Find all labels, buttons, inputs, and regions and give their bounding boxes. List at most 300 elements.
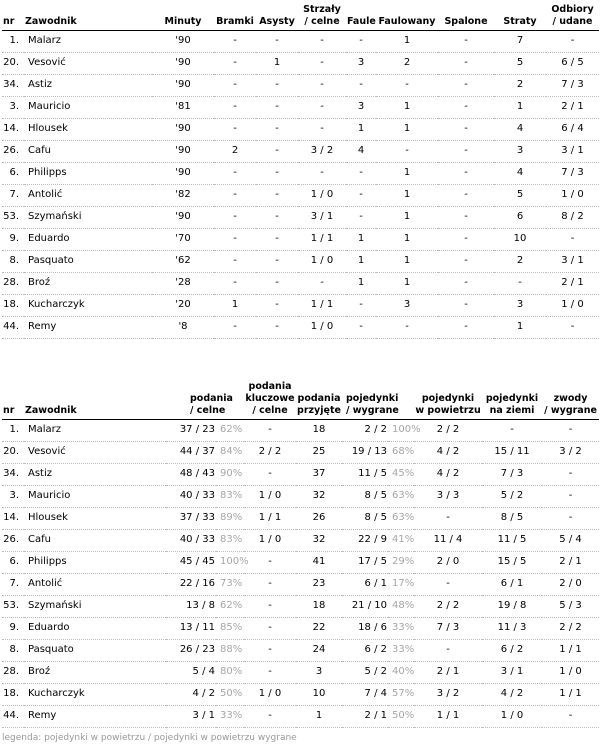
- cell-fouled: 1: [376, 118, 438, 140]
- table-row: [2, 617, 599, 639]
- cell-name: Broź: [24, 272, 152, 294]
- cell-duels-percent: 45%: [388, 463, 414, 485]
- cell-nr: 14.: [2, 118, 24, 140]
- cell-assists: -: [256, 294, 298, 316]
- cell-name: Antolić: [24, 184, 152, 206]
- table-row: [2, 705, 599, 727]
- cell-recoveries: 2 / 1: [546, 272, 599, 294]
- cell-fouls: -: [346, 294, 376, 316]
- cell-key-passes: 1 / 0: [244, 485, 296, 507]
- cell-key-passes: -: [244, 705, 296, 727]
- table-row: [2, 661, 599, 683]
- cell-ground-duels: 5 / 2: [482, 485, 542, 507]
- cell-passes-received: 3: [296, 661, 342, 683]
- table-row: [2, 272, 599, 294]
- cell-offsides: -: [438, 228, 494, 250]
- table-row: [2, 74, 599, 96]
- cell-nr: 6.: [2, 551, 24, 573]
- cell-duels-percent: 29%: [388, 551, 414, 573]
- cell-nr: 53.: [2, 206, 24, 228]
- cell-tackles: 2 / 1: [542, 551, 599, 573]
- cell-recoveries: 3 / 1: [546, 140, 599, 162]
- cell-nr: 3.: [2, 485, 24, 507]
- cell-passes-received: 1: [296, 705, 342, 727]
- cell-tackles: -: [542, 705, 599, 727]
- cell-passes-received: 37: [296, 463, 342, 485]
- cell-passes-received: 10: [296, 683, 342, 705]
- cell-name: Vesović: [24, 52, 152, 74]
- table-row: [2, 250, 599, 272]
- header-key-passes: podania kluczowe / celne: [244, 374, 296, 419]
- cell-aerial-duels: 2 / 2: [414, 595, 482, 617]
- cell-passes-received: 18: [296, 595, 342, 617]
- cell-duels-percent: 50%: [388, 705, 414, 727]
- cell-fouled: 1: [376, 228, 438, 250]
- cell-duels: 2 / 2: [342, 419, 388, 441]
- header-recoveries: Odbiory / udane: [546, 0, 599, 30]
- cell-name: Szymański: [24, 206, 152, 228]
- cell-passes: 48 / 43: [166, 463, 216, 485]
- cell-goals: 2: [214, 140, 256, 162]
- header-passes: podania / celne: [166, 374, 244, 419]
- cell-duels: 19 / 13: [342, 441, 388, 463]
- cell-minutes: '90: [152, 162, 214, 184]
- cell-fouled: 2: [376, 52, 438, 74]
- cell-goals: -: [214, 228, 256, 250]
- cell-offsides: -: [438, 184, 494, 206]
- cell-aerial-duels: -: [414, 639, 482, 661]
- cell-losses: 10: [494, 228, 546, 250]
- cell-offsides: -: [438, 250, 494, 272]
- cell-duels: 11 / 5: [342, 463, 388, 485]
- cell-name: Cafu: [24, 529, 166, 551]
- cell-shots: 1 / 0: [298, 316, 346, 338]
- table-row: [2, 184, 599, 206]
- cell-duels-percent: 63%: [388, 485, 414, 507]
- cell-goals: -: [214, 96, 256, 118]
- cell-shots: -: [298, 74, 346, 96]
- header-offsides: Spalone: [438, 0, 494, 30]
- cell-losses: 2: [494, 74, 546, 96]
- cell-nr: 18.: [2, 294, 24, 316]
- table-row: [2, 419, 599, 441]
- cell-losses: 7: [494, 30, 546, 52]
- cell-aerial-duels: 11 / 4: [414, 529, 482, 551]
- cell-passes-percent: 62%: [216, 595, 244, 617]
- cell-recoveries: -: [546, 228, 599, 250]
- cell-passes: 37 / 33: [166, 507, 216, 529]
- cell-recoveries: 2 / 1: [546, 96, 599, 118]
- cell-fouled: 1: [376, 184, 438, 206]
- cell-tackles: 5 / 3: [542, 595, 599, 617]
- cell-minutes: '90: [152, 74, 214, 96]
- header-nr: nr: [2, 374, 24, 419]
- cell-tackles: -: [542, 507, 599, 529]
- cell-fouled: 1: [376, 206, 438, 228]
- cell-minutes: '90: [152, 118, 214, 140]
- cell-passes-percent: 100%: [216, 551, 244, 573]
- cell-passes: 22 / 16: [166, 573, 216, 595]
- cell-fouled: 1: [376, 162, 438, 184]
- cell-minutes: '62: [152, 250, 214, 272]
- cell-goals: -: [214, 74, 256, 96]
- table-row: [2, 294, 599, 316]
- cell-fouls: 1: [346, 272, 376, 294]
- header-name: Zawodnik: [24, 0, 152, 30]
- cell-fouls: 3: [346, 52, 376, 74]
- cell-passes-received: 22: [296, 617, 342, 639]
- cell-offsides: -: [438, 162, 494, 184]
- cell-minutes: '8: [152, 316, 214, 338]
- legend-text: legenda: pojedynki w powietrzu / pojedynki w powietrzu wygrane: [2, 733, 297, 743]
- cell-minutes: '81: [152, 96, 214, 118]
- cell-assists: -: [256, 162, 298, 184]
- cell-offsides: -: [438, 316, 494, 338]
- cell-name: Astiz: [24, 74, 152, 96]
- cell-assists: -: [256, 118, 298, 140]
- cell-fouls: 1: [346, 250, 376, 272]
- cell-shots: 1 / 1: [298, 294, 346, 316]
- table-header-row: [2, 0, 599, 30]
- table-row: [2, 441, 599, 463]
- cell-nr: 44.: [2, 316, 24, 338]
- cell-losses: -: [494, 272, 546, 294]
- cell-passes-received: 32: [296, 485, 342, 507]
- cell-offsides: -: [438, 118, 494, 140]
- header-name: Zawodnik: [24, 374, 166, 419]
- cell-duels-percent: 17%: [388, 573, 414, 595]
- cell-assists: -: [256, 228, 298, 250]
- table-row: [2, 140, 599, 162]
- header-minutes: Minuty: [152, 0, 214, 30]
- cell-tackles: -: [542, 485, 599, 507]
- cell-nr: 20.: [2, 52, 24, 74]
- cell-name: Malarz: [24, 30, 152, 52]
- cell-name: Antolić: [24, 573, 166, 595]
- cell-shots: 3 / 1: [298, 206, 346, 228]
- cell-offsides: -: [438, 74, 494, 96]
- cell-assists: -: [256, 316, 298, 338]
- cell-fouls: -: [346, 74, 376, 96]
- cell-passes: 5 / 4: [166, 661, 216, 683]
- cell-aerial-duels: -: [414, 507, 482, 529]
- cell-offsides: -: [438, 96, 494, 118]
- cell-passes: 40 / 33: [166, 529, 216, 551]
- cell-duels: 22 / 9: [342, 529, 388, 551]
- cell-fouls: -: [346, 206, 376, 228]
- cell-losses: 3: [494, 140, 546, 162]
- cell-passes-received: 32: [296, 529, 342, 551]
- cell-name: Malarz: [24, 419, 166, 441]
- cell-assists: -: [256, 96, 298, 118]
- cell-ground-duels: 6 / 2: [482, 639, 542, 661]
- cell-passes-percent: 62%: [216, 419, 244, 441]
- cell-goals: -: [214, 272, 256, 294]
- cell-offsides: -: [438, 140, 494, 162]
- cell-nr: 14.: [2, 507, 24, 529]
- cell-goals: -: [214, 206, 256, 228]
- cell-shots: -: [298, 272, 346, 294]
- table-row: [2, 463, 599, 485]
- cell-nr: 9.: [2, 228, 24, 250]
- cell-offsides: -: [438, 206, 494, 228]
- cell-nr: 1.: [2, 30, 24, 52]
- cell-goals: -: [214, 250, 256, 272]
- cell-minutes: '82: [152, 184, 214, 206]
- cell-name: Kucharczyk: [24, 683, 166, 705]
- cell-aerial-duels: 2 / 0: [414, 551, 482, 573]
- cell-name: Philipps: [24, 551, 166, 573]
- cell-minutes: '90: [152, 52, 214, 74]
- cell-losses: 1: [494, 96, 546, 118]
- cell-key-passes: -: [244, 463, 296, 485]
- header-tackles: zwody / wygrane: [542, 374, 599, 419]
- cell-nr: 6.: [2, 162, 24, 184]
- cell-passes-received: 26: [296, 507, 342, 529]
- table-row: [2, 639, 599, 661]
- header-aerial-duels: pojedynki w powietrzu: [414, 374, 482, 419]
- cell-minutes: '28: [152, 272, 214, 294]
- cell-name: Szymański: [24, 595, 166, 617]
- header-duels: pojedynki / wygrane: [342, 374, 414, 419]
- cell-passes-percent: 83%: [216, 529, 244, 551]
- cell-minutes: '90: [152, 140, 214, 162]
- cell-offsides: -: [438, 294, 494, 316]
- cell-name: Hlousek: [24, 118, 152, 140]
- cell-ground-duels: 1 / 0: [482, 705, 542, 727]
- cell-nr: 7.: [2, 184, 24, 206]
- cell-fouled: 1: [376, 250, 438, 272]
- cell-duels: 7 / 4: [342, 683, 388, 705]
- cell-aerial-duels: 4 / 2: [414, 441, 482, 463]
- cell-name: Eduardo: [24, 617, 166, 639]
- cell-minutes: '70: [152, 228, 214, 250]
- cell-ground-duels: 4 / 2: [482, 683, 542, 705]
- cell-shots: 3 / 2: [298, 140, 346, 162]
- cell-losses: 3: [494, 294, 546, 316]
- cell-losses: 5: [494, 52, 546, 74]
- cell-passes-received: 25: [296, 441, 342, 463]
- table-row: [2, 162, 599, 184]
- cell-duels: 5 / 2: [342, 661, 388, 683]
- cell-nr: 8.: [2, 639, 24, 661]
- cell-ground-duels: 15 / 11: [482, 441, 542, 463]
- cell-passes-percent: 50%: [216, 683, 244, 705]
- cell-name: Mauricio: [24, 485, 166, 507]
- cell-goals: -: [214, 184, 256, 206]
- cell-nr: 20.: [2, 441, 24, 463]
- cell-duels-percent: 63%: [388, 507, 414, 529]
- cell-nr: 18.: [2, 683, 24, 705]
- cell-shots: -: [298, 118, 346, 140]
- header-losses: Straty: [494, 0, 546, 30]
- cell-ground-duels: -: [482, 419, 542, 441]
- cell-passes: 37 / 23: [166, 419, 216, 441]
- cell-duels: 2 / 1: [342, 705, 388, 727]
- cell-losses: 1: [494, 316, 546, 338]
- cell-passes-received: 41: [296, 551, 342, 573]
- cell-fouled: -: [376, 74, 438, 96]
- cell-passes-percent: 89%: [216, 507, 244, 529]
- header-goals: Bramki: [214, 0, 256, 30]
- cell-nr: 34.: [2, 463, 24, 485]
- cell-key-passes: 1 / 0: [244, 529, 296, 551]
- cell-fouls: 1: [346, 118, 376, 140]
- cell-duels: 6 / 2: [342, 639, 388, 661]
- cell-name: Pasquato: [24, 250, 152, 272]
- cell-assists: -: [256, 30, 298, 52]
- cell-recoveries: -: [546, 316, 599, 338]
- cell-offsides: -: [438, 30, 494, 52]
- cell-nr: 44.: [2, 705, 24, 727]
- cell-offsides: -: [438, 272, 494, 294]
- cell-ground-duels: 11 / 3: [482, 617, 542, 639]
- cell-name: Eduardo: [24, 228, 152, 250]
- cell-recoveries: 1 / 0: [546, 294, 599, 316]
- cell-nr: 28.: [2, 272, 24, 294]
- cell-tackles: -: [542, 419, 599, 441]
- header-fouled: Faulowany: [376, 0, 438, 30]
- cell-passes-received: 18: [296, 419, 342, 441]
- cell-key-passes: -: [244, 639, 296, 661]
- cell-passes-percent: 33%: [216, 705, 244, 727]
- cell-fouls: 4: [346, 140, 376, 162]
- cell-name: Philipps: [24, 162, 152, 184]
- cell-aerial-duels: 3 / 2: [414, 683, 482, 705]
- cell-tackles: 2 / 2: [542, 617, 599, 639]
- cell-aerial-duels: 2 / 2: [414, 419, 482, 441]
- cell-name: Hlousek: [24, 507, 166, 529]
- cell-name: Astiz: [24, 463, 166, 485]
- cell-goals: 1: [214, 294, 256, 316]
- cell-key-passes: -: [244, 573, 296, 595]
- cell-nr: 7.: [2, 573, 24, 595]
- cell-assists: -: [256, 250, 298, 272]
- cell-tackles: 1 / 1: [542, 683, 599, 705]
- table-row: [2, 573, 599, 595]
- cell-duels-percent: 48%: [388, 595, 414, 617]
- cell-key-passes: -: [244, 551, 296, 573]
- passing-duels-table: [2, 374, 599, 728]
- cell-assists: -: [256, 74, 298, 96]
- cell-duels: 6 / 1: [342, 573, 388, 595]
- cell-recoveries: 1 / 0: [546, 184, 599, 206]
- cell-key-passes: -: [244, 419, 296, 441]
- cell-name: Vesović: [24, 441, 166, 463]
- cell-aerial-duels: 1 / 1: [414, 705, 482, 727]
- header-assists: Asysty: [256, 0, 298, 30]
- header-ground-duels: pojedynki na ziemi: [482, 374, 542, 419]
- cell-recoveries: -: [546, 30, 599, 52]
- cell-ground-duels: 8 / 5: [482, 507, 542, 529]
- cell-duels-percent: 100%: [388, 419, 414, 441]
- cell-fouled: 3: [376, 294, 438, 316]
- cell-fouled: -: [376, 316, 438, 338]
- cell-passes: 13 / 8: [166, 595, 216, 617]
- cell-nr: 34.: [2, 74, 24, 96]
- cell-minutes: '90: [152, 206, 214, 228]
- table-row: [2, 52, 599, 74]
- cell-duels-percent: 33%: [388, 617, 414, 639]
- cell-key-passes: 2 / 2: [244, 441, 296, 463]
- cell-nr: 28.: [2, 661, 24, 683]
- table-row: [2, 595, 599, 617]
- cell-fouls: -: [346, 184, 376, 206]
- cell-recoveries: 7 / 3: [546, 162, 599, 184]
- cell-losses: 6: [494, 206, 546, 228]
- cell-fouls: 3: [346, 96, 376, 118]
- cell-key-passes: -: [244, 661, 296, 683]
- cell-ground-duels: 11 / 5: [482, 529, 542, 551]
- cell-assists: -: [256, 140, 298, 162]
- cell-fouled: 1: [376, 272, 438, 294]
- cell-name: Mauricio: [24, 96, 152, 118]
- table-row: [2, 683, 599, 705]
- cell-losses: 4: [494, 162, 546, 184]
- cell-passes: 3 / 1: [166, 705, 216, 727]
- cell-nr: 3.: [2, 96, 24, 118]
- cell-ground-duels: 15 / 5: [482, 551, 542, 573]
- table-row: [2, 96, 599, 118]
- cell-nr: 8.: [2, 250, 24, 272]
- cell-duels: 8 / 5: [342, 507, 388, 529]
- cell-passes: 45 / 45: [166, 551, 216, 573]
- cell-passes-percent: 83%: [216, 485, 244, 507]
- cell-tackles: -: [542, 463, 599, 485]
- header-nr: nr: [2, 0, 24, 30]
- cell-passes: 13 / 11: [166, 617, 216, 639]
- table-row: [2, 30, 599, 52]
- cell-passes-percent: 85%: [216, 617, 244, 639]
- cell-name: Pasquato: [24, 639, 166, 661]
- cell-shots: -: [298, 162, 346, 184]
- cell-goals: -: [214, 30, 256, 52]
- header-passes-received: podania przyjęte: [296, 374, 342, 419]
- cell-nr: 9.: [2, 617, 24, 639]
- cell-assists: -: [256, 206, 298, 228]
- cell-nr: 1.: [2, 419, 24, 441]
- cell-aerial-duels: 3 / 3: [414, 485, 482, 507]
- cell-ground-duels: 6 / 1: [482, 573, 542, 595]
- cell-shots: -: [298, 96, 346, 118]
- cell-recoveries: 7 / 3: [546, 74, 599, 96]
- cell-recoveries: 6 / 4: [546, 118, 599, 140]
- cell-name: Cafu: [24, 140, 152, 162]
- cell-recoveries: 3 / 1: [546, 250, 599, 272]
- cell-losses: 5: [494, 184, 546, 206]
- cell-duels-percent: 57%: [388, 683, 414, 705]
- cell-name: Remy: [24, 316, 152, 338]
- cell-goals: -: [214, 118, 256, 140]
- table-row: [2, 485, 599, 507]
- cell-passes: 40 / 33: [166, 485, 216, 507]
- cell-assists: -: [256, 272, 298, 294]
- cell-tackles: 1 / 1: [542, 639, 599, 661]
- cell-passes-received: 23: [296, 573, 342, 595]
- cell-passes-percent: 84%: [216, 441, 244, 463]
- cell-minutes: '90: [152, 30, 214, 52]
- table-header-row: [2, 374, 599, 419]
- cell-name: Broź: [24, 661, 166, 683]
- cell-tackles: 1 / 0: [542, 661, 599, 683]
- table-row: [2, 529, 599, 551]
- cell-duels: 18 / 6: [342, 617, 388, 639]
- table-row: [2, 206, 599, 228]
- cell-passes: 26 / 23: [166, 639, 216, 661]
- cell-assists: 1: [256, 52, 298, 74]
- cell-nr: 26.: [2, 140, 24, 162]
- cell-tackles: 3 / 2: [542, 441, 599, 463]
